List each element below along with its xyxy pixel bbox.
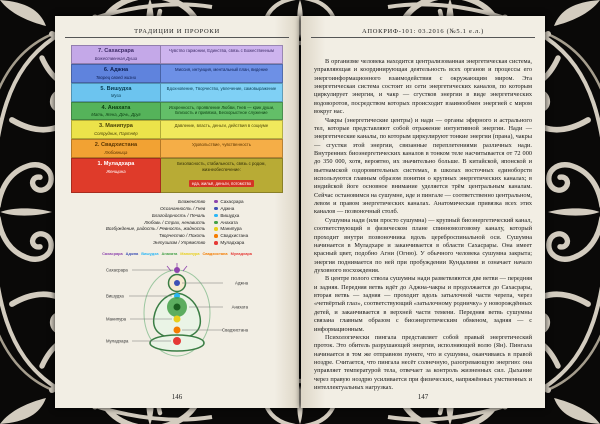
figure-label: Вишудха xyxy=(106,293,124,299)
caption-chakra: Манипура xyxy=(180,251,200,257)
legend-row xyxy=(214,206,248,213)
chakra-role: Сотрудник, Партнёр xyxy=(94,131,138,137)
chakra-name: 7. Сахасрара xyxy=(98,48,134,54)
caption-chakra: Муладхара xyxy=(230,251,252,257)
chakra-name: 2. Свадхистана xyxy=(94,142,138,149)
figure-label: Сахасрара xyxy=(106,267,128,273)
chakra-role: Любовница xyxy=(104,150,128,155)
legend-emotion: Энтузиазм / Упрямство xyxy=(152,240,206,246)
legend-row xyxy=(214,199,248,206)
legend-emotion: Блаженство xyxy=(177,198,206,204)
legend-chakra-label: Свадхистана xyxy=(220,233,249,239)
figure-label: Анахата xyxy=(231,304,248,310)
table-row xyxy=(71,139,283,158)
table-row xyxy=(71,120,283,139)
right-page-header: АПОКРИФ-101: 03.2016 (№5.1 е.л.) xyxy=(361,28,485,35)
muladhara-dot xyxy=(173,337,181,345)
caption-chakra: Аджна xyxy=(125,251,139,257)
legend-chakra-label: Муладхара xyxy=(220,240,245,246)
paragraph: Чакры (энергетические центры) и нади — органы эфирного и астрального тел, которые представляют собой отражение интуитивной энергии. Нади — энергетические каналы, по которым циркулируют тонкие энергии (прана), чакры — сгустки этой энергии, связанные переплетениями различных нади. Внутренних биоэнергетических каналов в тонком теле насчитывается от 72 000 до 350 000, хотя, вероятно, их значительно больше. В китайской, японской и вьетнамской оздоровительных системах, в школах восточных единоборств используются главным образом понятия о крупных энергетических каналах; в индийской йоге основное внимание уделяется трём центральным каналам. Сейчас остановимся на сушумне, иде и пингале — соответственно центральном, левом и правом энергетических каналах. Анатомическая привязка всех этих каналов — позвоночный столб. xyxy=(314,116,532,216)
legend-emotion: Возбуждение, радость / Ревность, жадность xyxy=(105,226,206,232)
chakra-desc: Искренность, проявление Любви, Гнев — крик души, Близость и привязка, Бескорыстное служение xyxy=(168,104,275,115)
chakra-chip: еда, жильё, деньги, потомство xyxy=(189,180,254,187)
table-row xyxy=(71,64,283,83)
legend-emotion: Любовь / Страх, ненависть xyxy=(144,219,206,225)
chakra-desc: Миссия, интуиция, ментальный план, видение xyxy=(175,66,268,72)
chakra-cell xyxy=(71,83,161,102)
chakra-color-dot xyxy=(214,234,218,238)
paragraph: В организме человека находится централизованная энергетическая система, управляющая и координирующая деятельность всех органов и процессы его энергоинформационного взаимодействия с окружающим миром. Эта энергетическая система состоит из сети энергетических каналов, по которым циркулирует энергия, и чакр — сгустков энергии в виде энергетических водоворотов, посредством которых происходит взаимообмен энергией с миром вокруг нас. xyxy=(314,58,532,116)
chakra-color-dot xyxy=(214,241,218,245)
table-row xyxy=(71,45,283,64)
chakra-figure-svg xyxy=(92,257,262,365)
paragraph: Психологически пингала представляет собой правый энергетический проток. Это обитель разрушающей энергии, исполняющей волю (Ян). Пингала начинается в том же отправном пункте, что и сушумна, оканчиваясь в правой ноздре. Считается, что пингала несёт солнечную, разогревающую энергию: она управляет температурой тела, отвечает за контроль жизненных сил. Дыхание через правую ноздрю усиливается при физических, напряжённых умственных и интеллектуальных нагрузках. xyxy=(314,333,532,391)
legend-row xyxy=(214,233,248,240)
chakra-desc-cell xyxy=(161,139,283,158)
chakra-desc: Вдохновение, Творчество, увлечение, самовыражение xyxy=(166,85,277,91)
chakra-desc-cell xyxy=(161,158,283,193)
chakra-desc-cell xyxy=(161,64,283,83)
left-page-header: ТРАДИЦИИ И ПРОРОКИ xyxy=(134,28,220,35)
chakra-cell xyxy=(71,102,161,121)
chakra-color-dot xyxy=(214,207,218,211)
chakra-role: Творец своей жизни xyxy=(95,74,137,80)
chakra-desc: Безопасность, стабильность, связь с родом, жизнеобеспечение: xyxy=(177,161,266,172)
right-page xyxy=(301,16,545,408)
chakra-table xyxy=(71,45,283,193)
legend-emotion: Творчество / Похоть xyxy=(158,233,206,239)
ajna-dot xyxy=(174,280,180,286)
chakra-cell xyxy=(71,45,161,64)
figure-label: Манипура xyxy=(106,316,126,322)
chakra-role: Мать, Жена, Дочь, Друг xyxy=(91,112,141,118)
anahata-core xyxy=(174,304,181,311)
chakra-desc: Чувство гармонии, Единства, связь с Божественным xyxy=(168,48,274,53)
legend-emotions xyxy=(106,199,206,247)
manipura-dot xyxy=(174,316,181,323)
chakra-name: 6. Аджна xyxy=(103,66,129,73)
legend-row xyxy=(214,213,248,220)
figure-label: Муладхара xyxy=(106,338,129,344)
chakra-cell xyxy=(71,158,161,193)
figure-label: Свадхистана xyxy=(221,327,248,333)
chakra-role: Божественная Душа xyxy=(94,55,138,61)
meditation-figure xyxy=(92,257,262,365)
chakra-name: 5. Вишудха xyxy=(100,85,132,92)
paragraph: Сушумна нади (или просто сушумна) — крупный биоэнергетический канал, соответствующий в физическом плане спинномозговому каналу, который проходит внутри позвоночника вдоль цереброспинальной оси. Сушумна начинается в Муладхаре и заканчивается в области Сахасрары. Она имеет красный цвет, подобно Агни (Огню). У обычного человека сушумна закрыта; энергия поднимается по ней при пробуждении Кундалини и означает начало духовного восхождения. xyxy=(314,216,532,274)
left-page xyxy=(55,16,299,408)
header-rule xyxy=(65,37,289,38)
chakra-color-dot xyxy=(214,214,218,218)
caption-chakra: Анахата xyxy=(161,251,178,257)
paragraph: В центре полого ствола сушумны нади разветвляются две ветви — передняя и задняя. Передняя ветвь идёт до Аджна-чакры и продолжается до Сахасрары, вторая ветвь — задняя — проходит вдоль затылочной части черепа, через «четвёртый глаз», соответствующий «затылочному родничку» у новорождённых детей, и заканчивается в верхней части темени. Передняя ветвь сушумны связана главным образом с биоэнергетическим обменом, задняя — с информационным. xyxy=(314,275,532,333)
header-rule xyxy=(311,37,535,38)
chakra-name: 4. Анахата xyxy=(101,104,131,111)
chakra-color-dot xyxy=(214,227,218,231)
article-text xyxy=(314,58,532,391)
legend-chakras xyxy=(214,199,248,247)
chakra-desc-cell xyxy=(161,102,283,121)
chakra-desc: Удовольствие, чувственность xyxy=(191,142,251,148)
legend-chakra-label: Сахасрара xyxy=(220,198,244,204)
sahasrara-dot xyxy=(174,267,180,273)
legend-chakra-label: Манипура xyxy=(220,226,242,232)
chakra-desc-cell xyxy=(161,83,283,102)
chakra-legend xyxy=(55,199,299,247)
chakra-cell xyxy=(71,64,161,83)
chakra-cell xyxy=(71,120,161,139)
chakra-desc-cell xyxy=(161,120,283,139)
figure-caption xyxy=(55,251,299,256)
legend-row xyxy=(214,240,248,247)
chakra-cell xyxy=(71,139,161,158)
legend-row xyxy=(214,220,248,227)
legend-row xyxy=(214,226,248,233)
legend-chakra-label: Анахата xyxy=(220,219,238,225)
chakra-color-dot xyxy=(214,200,218,204)
legend-emotion: Благодарность / Печаль xyxy=(151,212,206,218)
legend-chakra-label: Аджна xyxy=(220,205,235,211)
caption-chakra: Сахасрара xyxy=(102,251,123,257)
svadhisthana-dot xyxy=(174,327,181,334)
chakra-color-dot xyxy=(214,221,218,225)
table-row xyxy=(71,158,283,193)
table-row xyxy=(71,102,283,121)
chakra-desc: Давление, власть, деньги, действия в социуме xyxy=(174,123,269,129)
chakra-desc-cell xyxy=(161,45,283,64)
chakra-name: 3. Манипура xyxy=(99,123,133,130)
legend-emotion: Осознанность / Гнев xyxy=(159,205,206,211)
table-row xyxy=(71,83,283,102)
page-number-right: 147 xyxy=(417,393,429,401)
figure-label: Аджна xyxy=(234,280,248,286)
caption-chakra: Вишудха xyxy=(141,251,159,257)
legend-chakra-label: Вишудха xyxy=(220,212,240,218)
page-number-left: 146 xyxy=(171,393,183,401)
chakra-role: Женщина xyxy=(106,168,126,174)
caption-chakra: Свадхистана xyxy=(202,251,228,257)
chakra-name: 1. Муладхара xyxy=(97,161,135,168)
chakra-role: Муза xyxy=(110,93,121,99)
